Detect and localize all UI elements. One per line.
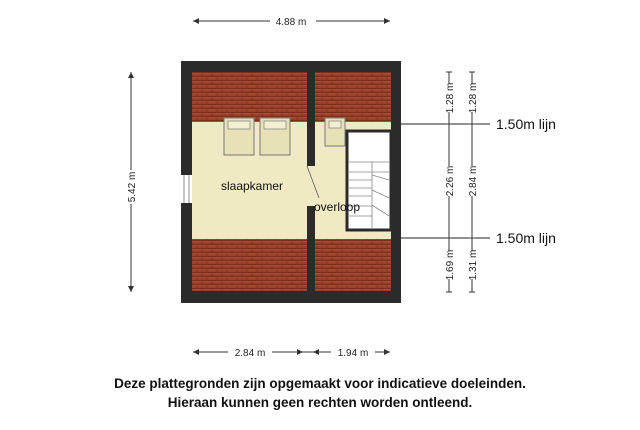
- staircase: [347, 131, 391, 230]
- dim-right-outer-1: 1.28 m: [468, 82, 479, 114]
- height-line-upper-label: 1.50m lijn: [496, 116, 556, 132]
- landing-furniture: [325, 118, 345, 146]
- disclaimer: [0, 374, 640, 412]
- dimension-top: [193, 13, 390, 29]
- dim-top-width: 4.88 m: [275, 17, 307, 28]
- height-line-lower-label: 1.50m lijn: [496, 230, 556, 246]
- room-label-landing: overloop: [313, 200, 361, 214]
- roof-slope-bottom-right: [315, 239, 391, 291]
- height-line-upper: [401, 116, 556, 132]
- roof-slope-bottom-left: [192, 239, 307, 291]
- dimension-right-outer: [467, 72, 479, 292]
- dim-bottom-right: 1.94 m: [337, 348, 369, 359]
- height-line-lower: [401, 230, 556, 246]
- dim-right-inner-1: 1.28 m: [445, 82, 456, 114]
- dim-bottom-left: 2.84 m: [234, 348, 266, 359]
- disclaimer-line-2: Hieraan kunnen geen rechten worden ontleend.: [167, 395, 473, 410]
- roof-slope-top-right: [315, 72, 391, 122]
- dim-right-inner-3: 1.69 m: [445, 249, 456, 281]
- room-label-bedroom: slaapkamer: [220, 179, 284, 193]
- dim-right-outer-2: 2.84 m: [468, 165, 479, 197]
- dim-right-outer-3: 1.31 m: [468, 249, 479, 281]
- bed-left: [224, 118, 254, 155]
- dim-right-inner-2: 2.26 m: [445, 165, 456, 197]
- roof-slope-top-left: [192, 72, 307, 122]
- dimension-right-inner: [444, 72, 456, 292]
- dim-left-height: 5.42 m: [127, 171, 138, 203]
- bed-right: [260, 118, 290, 155]
- dimension-bottom: [193, 345, 390, 359]
- disclaimer-line-1: Deze plattegronden zijn opgemaakt voor indicatieve doeleinden.: [114, 376, 526, 391]
- dimension-left: [123, 72, 139, 292]
- window-left: [181, 175, 192, 203]
